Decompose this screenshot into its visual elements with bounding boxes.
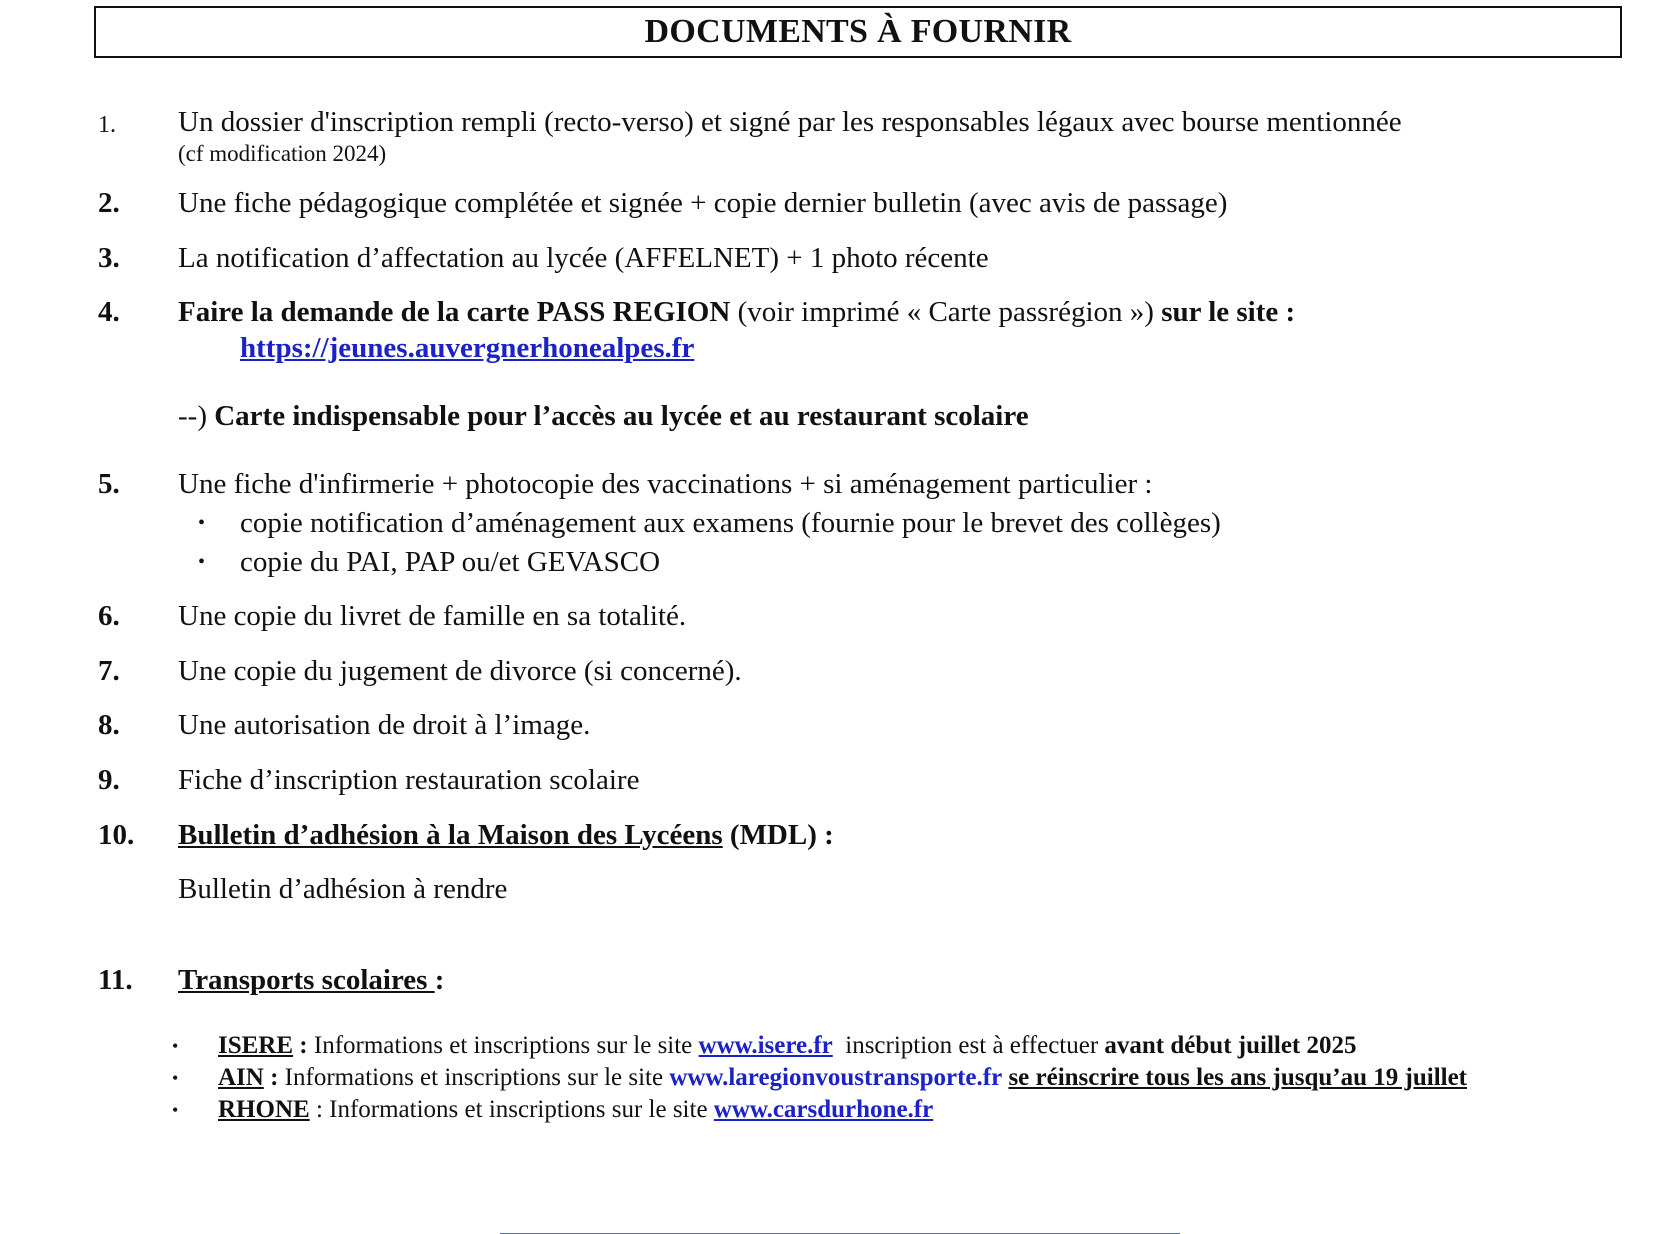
region-sep: : (293, 1032, 314, 1059)
region-name: RHONE (218, 1096, 310, 1123)
mdl-heading-suffix: (MDL) : (722, 819, 834, 851)
transport-heading: Transports scolaires (178, 964, 435, 996)
item-text: Une autorisation de droit à l’image. (178, 709, 591, 741)
item-note: (cf modification 2024) (178, 141, 387, 166)
bullet-item (198, 505, 1221, 541)
region-deadline: se réinscrire tous les ans jusqu’au 19 juillet (1008, 1064, 1468, 1091)
remark-text: Carte indispensable pour l’accès au lycée et au restaurant scolaire (214, 400, 1029, 432)
item-number: 11. (98, 964, 133, 996)
region-sep: : (263, 1064, 285, 1091)
bullet-dot: • (198, 551, 206, 573)
region-info: Informations et inscriptions sur le site (313, 1032, 699, 1059)
item-text: Fiche d’inscription restauration scolaire (178, 764, 640, 796)
item-number: 6. (98, 600, 120, 632)
rhone-link[interactable]: www.carsdurhone.fr (713, 1096, 934, 1123)
bullet-dot: • (198, 512, 206, 534)
page-title: DOCUMENTS À FOURNIR (94, 6, 1622, 58)
pass-region-site-label: sur le site : (1161, 296, 1296, 328)
pass-region-note: (voir imprimé « Carte passrégion ») (730, 296, 1162, 328)
item-number: 5. (98, 468, 120, 500)
region-info: Informations et inscriptions sur le site (329, 1096, 714, 1123)
item-number: 8. (98, 709, 120, 741)
pass-region-remark (178, 398, 1029, 434)
transport-row-rhone (172, 1094, 934, 1126)
region-name: ISERE (218, 1032, 294, 1059)
bullet-text: copie notification d’aménagement aux examens (fournie pour le brevet des collèges) (240, 507, 1221, 539)
mdl-heading: Bulletin d’adhésion à la Maison des Lycéens (178, 819, 723, 851)
region-name: AIN (218, 1064, 264, 1091)
item-text: Une copie du jugement de divorce (si concerné). (178, 655, 742, 687)
region-after: inscription est à effectuer (832, 1032, 1105, 1059)
item-number: 7. (98, 655, 120, 687)
item-number: 3. (98, 242, 120, 274)
isere-link[interactable]: www.isere.fr (698, 1032, 833, 1059)
region-info: Informations et inscriptions sur le site (284, 1064, 670, 1091)
item-text: Un dossier d'inscription rempli (recto-verso) et signé par les responsables légaux avec bourse mentionnée (178, 106, 1402, 138)
item-number: 2. (98, 187, 120, 219)
region-deadline: avant début juillet 2025 (1104, 1032, 1357, 1059)
item-number: 1. (98, 112, 116, 138)
remark-prefix: --) (178, 400, 215, 432)
item-number: 9. (98, 764, 120, 796)
transport-row-ain (172, 1062, 1468, 1094)
item-text: Une fiche pédagogique complétée et signée + copie dernier bulletin (avec avis de passage) (178, 187, 1228, 219)
item-number: 10. (98, 819, 135, 851)
pass-region-link[interactable]: https://jeunes.auvergnerhonealpes.fr (240, 332, 695, 364)
item-text: Une fiche d'infirmerie + photocopie des vaccinations + si aménagement particulier : (178, 468, 1153, 500)
pass-region-heading: Faire la demande de la carte PASS REGION (178, 296, 731, 328)
transport-heading-suffix: : (434, 964, 445, 996)
ain-link[interactable]: www.laregionvoustransporte.fr (669, 1064, 1003, 1091)
bullet-dot: • (172, 1100, 179, 1120)
item-number: 4. (98, 296, 120, 328)
bullet-dot: • (172, 1068, 179, 1088)
pass-region-link-row (240, 330, 694, 366)
bullet-text: copie du PAI, PAP ou/et GEVASCO (240, 546, 661, 578)
transport-row-isere (172, 1030, 1357, 1062)
item-text: Une copie du livret de famille en sa totalité. (178, 600, 687, 632)
bullet-dot: • (172, 1036, 179, 1056)
mdl-subtext: Bulletin d’adhésion à rendre (178, 873, 508, 905)
item-text: La notification d’affectation au lycée (AFFELNET) + 1 photo récente (178, 242, 989, 274)
bullet-item (198, 544, 661, 580)
region-sep: : (309, 1096, 330, 1123)
